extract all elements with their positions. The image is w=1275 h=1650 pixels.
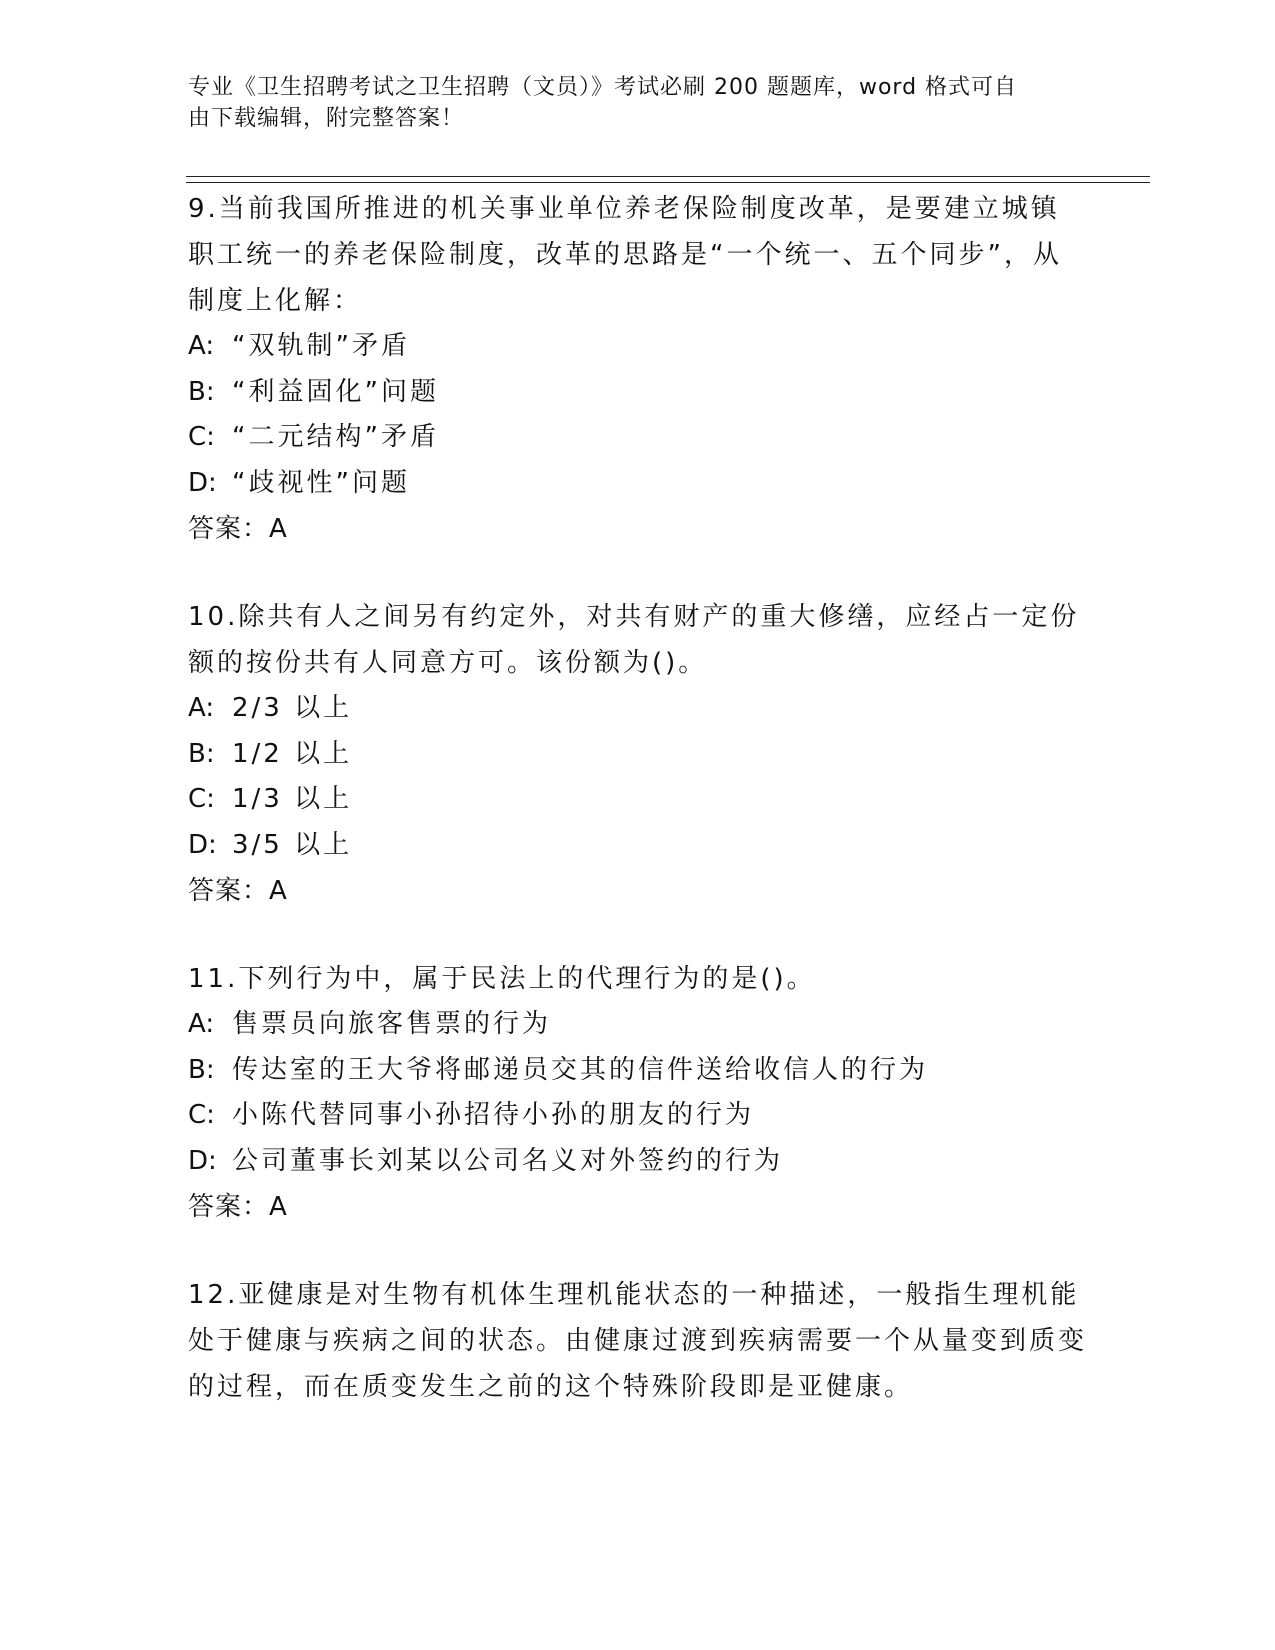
option-text: 3/5 以上 (232, 829, 353, 860)
option-c (188, 415, 1088, 461)
question-12 (188, 1272, 1088, 1410)
answer-label: 答案：A (188, 1192, 288, 1222)
option-text: 传达室的王大爷将邮递员交其的信件送给收信人的行为 (232, 1054, 929, 1085)
option-text: 2/3 以上 (232, 693, 353, 723)
question-stem: 10.除共有人之间另有约定外，对共有财产的重大修缮，应经占一定份额的按份共有人同意方可。该份额为()。 (188, 602, 1080, 678)
header-line-1: 专业《卫生招聘考试之卫生招聘（文员）》考试必刷 200 题题库，word 格式可自 (188, 75, 1018, 100)
option-text: 小陈代替同事小孙招待小孙的朋友的行为 (232, 1100, 755, 1130)
question-stem: 11.下列行为中，属于民法上的代理行为的是()。 (188, 964, 816, 994)
question-10 (188, 594, 1088, 914)
question-9 (188, 186, 1088, 552)
option-text: 1/2 以上 (232, 738, 353, 769)
question-11 (188, 956, 1088, 1230)
option-letter: A: (188, 1009, 215, 1039)
option-letter: D: (188, 829, 217, 860)
option-text: “歧视性”问题 (232, 467, 410, 498)
option-b (188, 1048, 1088, 1094)
document-header (188, 72, 1088, 134)
option-a (188, 324, 1088, 370)
question-stem: 9.当前我国所推进的机关事业单位养老保险制度改革，是要建立城镇职工统一的养老保险制度，改革的思路是“一个统一、五个同步”，从制度上化解： (188, 194, 1062, 316)
option-letter: C: (188, 1100, 215, 1130)
header-divider-top (186, 176, 1150, 177)
option-text: 售票员向旅客售票的行为 (232, 1009, 552, 1039)
header-line-2: 由下载编辑，附完整答案！ (188, 106, 465, 131)
option-letter: B: (188, 738, 215, 769)
option-text: 公司董事长刘某以公司名义对外签约的行为 (232, 1145, 784, 1176)
option-a (188, 1002, 1088, 1048)
question-stem: 12.亚健康是对生物有机体生理机能状态的一种描述，一般指生理机能处于健康与疾病之间的状态。由健康过渡到疾病需要一个从量变到质变的过程，而在质变发生之前的这个特殊阶段即是亚健康。 (188, 1280, 1088, 1402)
option-letter: A: (188, 693, 215, 723)
option-b (188, 732, 1088, 778)
option-b (188, 370, 1088, 416)
option-text: “双轨制”矛盾 (232, 331, 410, 361)
option-letter: D: (188, 467, 217, 498)
option-a (188, 686, 1088, 732)
option-letter: C: (188, 784, 215, 814)
option-letter: D: (188, 1145, 217, 1176)
option-c (188, 777, 1088, 823)
header-divider-bottom (186, 182, 1150, 183)
option-c (188, 1093, 1088, 1139)
option-d (188, 1139, 1088, 1185)
question-list (188, 186, 1088, 1452)
option-d (188, 823, 1088, 869)
option-text: “利益固化”问题 (232, 376, 439, 407)
option-letter: B: (188, 376, 215, 407)
option-letter: A: (188, 331, 215, 361)
option-letter: C: (188, 422, 215, 452)
answer-label: 答案：A (188, 876, 288, 906)
option-d (188, 461, 1088, 507)
option-text: “二元结构”矛盾 (232, 422, 439, 452)
option-text: 1/3 以上 (232, 784, 353, 814)
option-letter: B: (188, 1054, 215, 1085)
answer-label: 答案：A (188, 514, 288, 544)
